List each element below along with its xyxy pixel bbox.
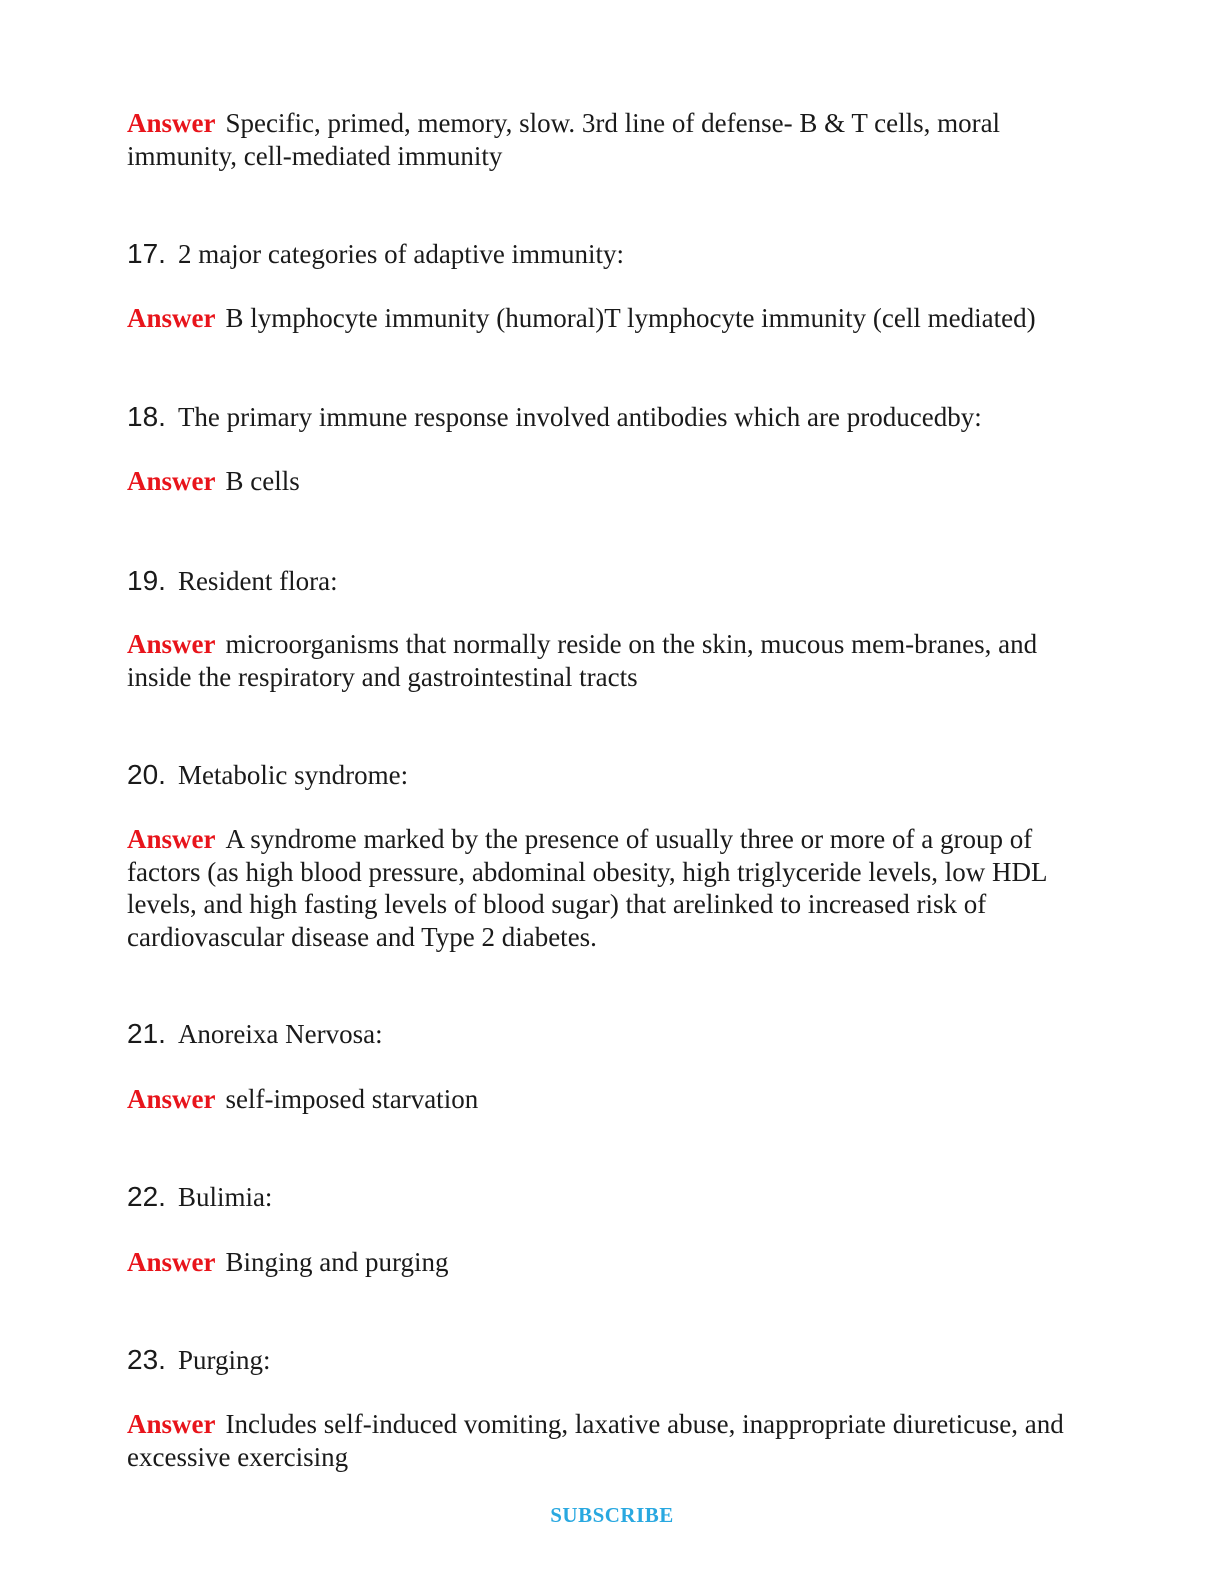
answer-label: Answer (127, 824, 216, 854)
answer-text: Specific, primed, memory, slow. 3rd line of defense- B & T cells, moral immunity, cell-mediated immunity (127, 108, 1001, 171)
answer-text: B cells (225, 466, 300, 496)
answer-text: A syndrome marked by the presence of usually three or more of a group of factors (as high blood pressure, abdominal obesity, high triglyceride levels, low HDL levels, and high fasting levels of blood sugar) that arelinked to increased risk of cardiovascular disease and Type 2 diabetes. (127, 824, 1047, 952)
answer-label: Answer (127, 1247, 216, 1277)
answer-label: Answer (127, 1409, 216, 1439)
answer-text: Binging and purging (225, 1247, 449, 1277)
answer-block (127, 1083, 1097, 1116)
question-number: 18. (127, 401, 166, 432)
answer-block (127, 628, 1097, 693)
answer-block (127, 1408, 1097, 1473)
question-block (127, 1344, 1097, 1377)
answer-block (127, 107, 1097, 172)
answer-block (127, 1246, 1097, 1279)
question-text: 2 major categories of adaptive immunity: (177, 239, 625, 269)
question-text: Metabolic syndrome: (177, 760, 409, 790)
answer-label: Answer (127, 303, 216, 333)
question-text: Purging: (177, 1345, 271, 1375)
answer-block (127, 823, 1097, 953)
question-number: 20. (127, 759, 166, 790)
question-text: Resident flora: (177, 566, 338, 596)
question-text: Anoreixa Nervosa: (177, 1019, 383, 1049)
question-number: 23. (127, 1344, 166, 1375)
answer-text: self-imposed starvation (225, 1084, 479, 1114)
answer-text: B lymphocyte immunity (humoral)T lymphocyte immunity (cell mediated) (225, 303, 1036, 333)
answer-label: Answer (127, 1084, 216, 1114)
subscribe-link[interactable]: SUBSCRIBE (550, 1503, 674, 1527)
answer-text: microorganisms that normally reside on the skin, mucous mem-branes, and inside the respiratory and gastrointestinal tracts (127, 629, 1038, 692)
answer-block (127, 302, 1097, 335)
question-text: The primary immune response involved antibodies which are producedby: (177, 402, 982, 432)
answer-text: Includes self-induced vomiting, laxative abuse, inappropriate diureticuse, and excessive exercising (127, 1409, 1064, 1472)
question-block (127, 759, 1097, 792)
question-block (127, 401, 1097, 434)
answer-label: Answer (127, 466, 216, 496)
answer-label: Answer (127, 629, 216, 659)
answer-block (127, 465, 1097, 498)
question-number: 19. (127, 565, 166, 596)
question-block (127, 565, 1097, 598)
question-block (127, 1181, 1097, 1214)
answer-label: Answer (127, 108, 216, 138)
question-number: 17. (127, 238, 166, 269)
question-block (127, 238, 1097, 271)
question-text: Bulimia: (177, 1182, 273, 1212)
question-block (127, 1018, 1097, 1051)
question-number: 22. (127, 1181, 166, 1212)
question-number: 21. (127, 1018, 166, 1049)
